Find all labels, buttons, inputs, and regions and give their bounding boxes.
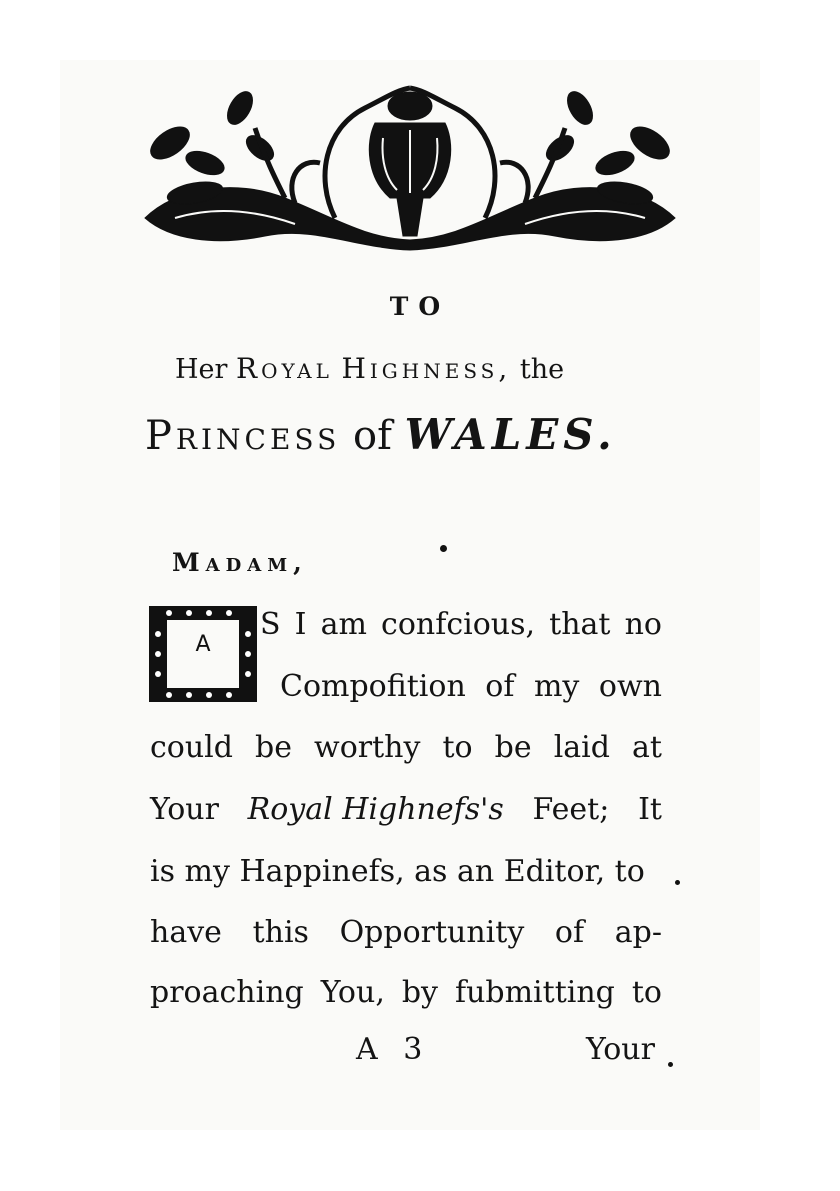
word: Feet;: [532, 792, 610, 827]
word: of: [485, 669, 515, 704]
word: laid: [553, 730, 610, 765]
word: that: [549, 607, 611, 642]
word: be: [494, 730, 532, 765]
body-line-5: [150, 854, 662, 889]
word: this: [252, 915, 309, 950]
body-line-7: [150, 975, 662, 1010]
dedication-to: TO: [389, 292, 451, 321]
address-the: the: [519, 354, 565, 385]
word: by: [401, 975, 438, 1010]
word: Opportunity: [339, 915, 525, 950]
address-her: Her: [175, 354, 228, 385]
body-line-1: [260, 607, 662, 642]
word: S: [260, 607, 281, 642]
word: worthy: [314, 730, 421, 765]
word: no: [624, 607, 662, 642]
word: could: [150, 730, 233, 765]
body-line-4: [150, 792, 662, 827]
word: at: [632, 730, 662, 765]
word: to: [631, 975, 662, 1010]
word: I: [294, 607, 307, 642]
title-wales: WALES.: [404, 410, 617, 459]
line-text: is my Happinefs, as an Editor, to: [150, 854, 645, 889]
word: You,: [320, 975, 385, 1010]
drop-cap: [147, 604, 259, 704]
word: be: [255, 730, 292, 765]
word: to: [442, 730, 473, 765]
word: confcious,: [381, 607, 536, 642]
word: Compofition: [280, 669, 466, 704]
body-line-6: [150, 915, 662, 950]
ink-speck: [675, 880, 680, 885]
word: have: [150, 915, 222, 950]
catchword: Your: [586, 1032, 655, 1067]
dedication-title: [145, 410, 617, 459]
word: am: [320, 607, 367, 642]
dedication-address: [175, 352, 564, 385]
word: of: [554, 915, 585, 950]
address-highness: Highness,: [341, 352, 512, 385]
baroque-headpiece-ornament-icon: [135, 68, 685, 258]
italic-phrase: Royal Highnefs's: [247, 792, 504, 827]
body-line-2: [280, 669, 662, 704]
ink-speck: [668, 1062, 673, 1067]
word: proaching: [150, 975, 304, 1010]
salutation: Madam,: [172, 548, 308, 577]
signature-mark: A 3: [356, 1032, 431, 1067]
title-princess: Princess: [145, 413, 341, 459]
ink-speck: [440, 545, 447, 552]
word: fubmitting: [454, 975, 615, 1010]
body-line-3: [150, 730, 662, 765]
word: Your: [150, 792, 219, 827]
drop-cap-letter: A: [195, 632, 211, 657]
word: my: [533, 669, 580, 704]
address-royal: Royal: [236, 352, 333, 385]
title-of: of: [353, 413, 392, 459]
word: It: [638, 792, 662, 827]
word: own: [598, 669, 662, 704]
word: ap-: [614, 915, 662, 950]
